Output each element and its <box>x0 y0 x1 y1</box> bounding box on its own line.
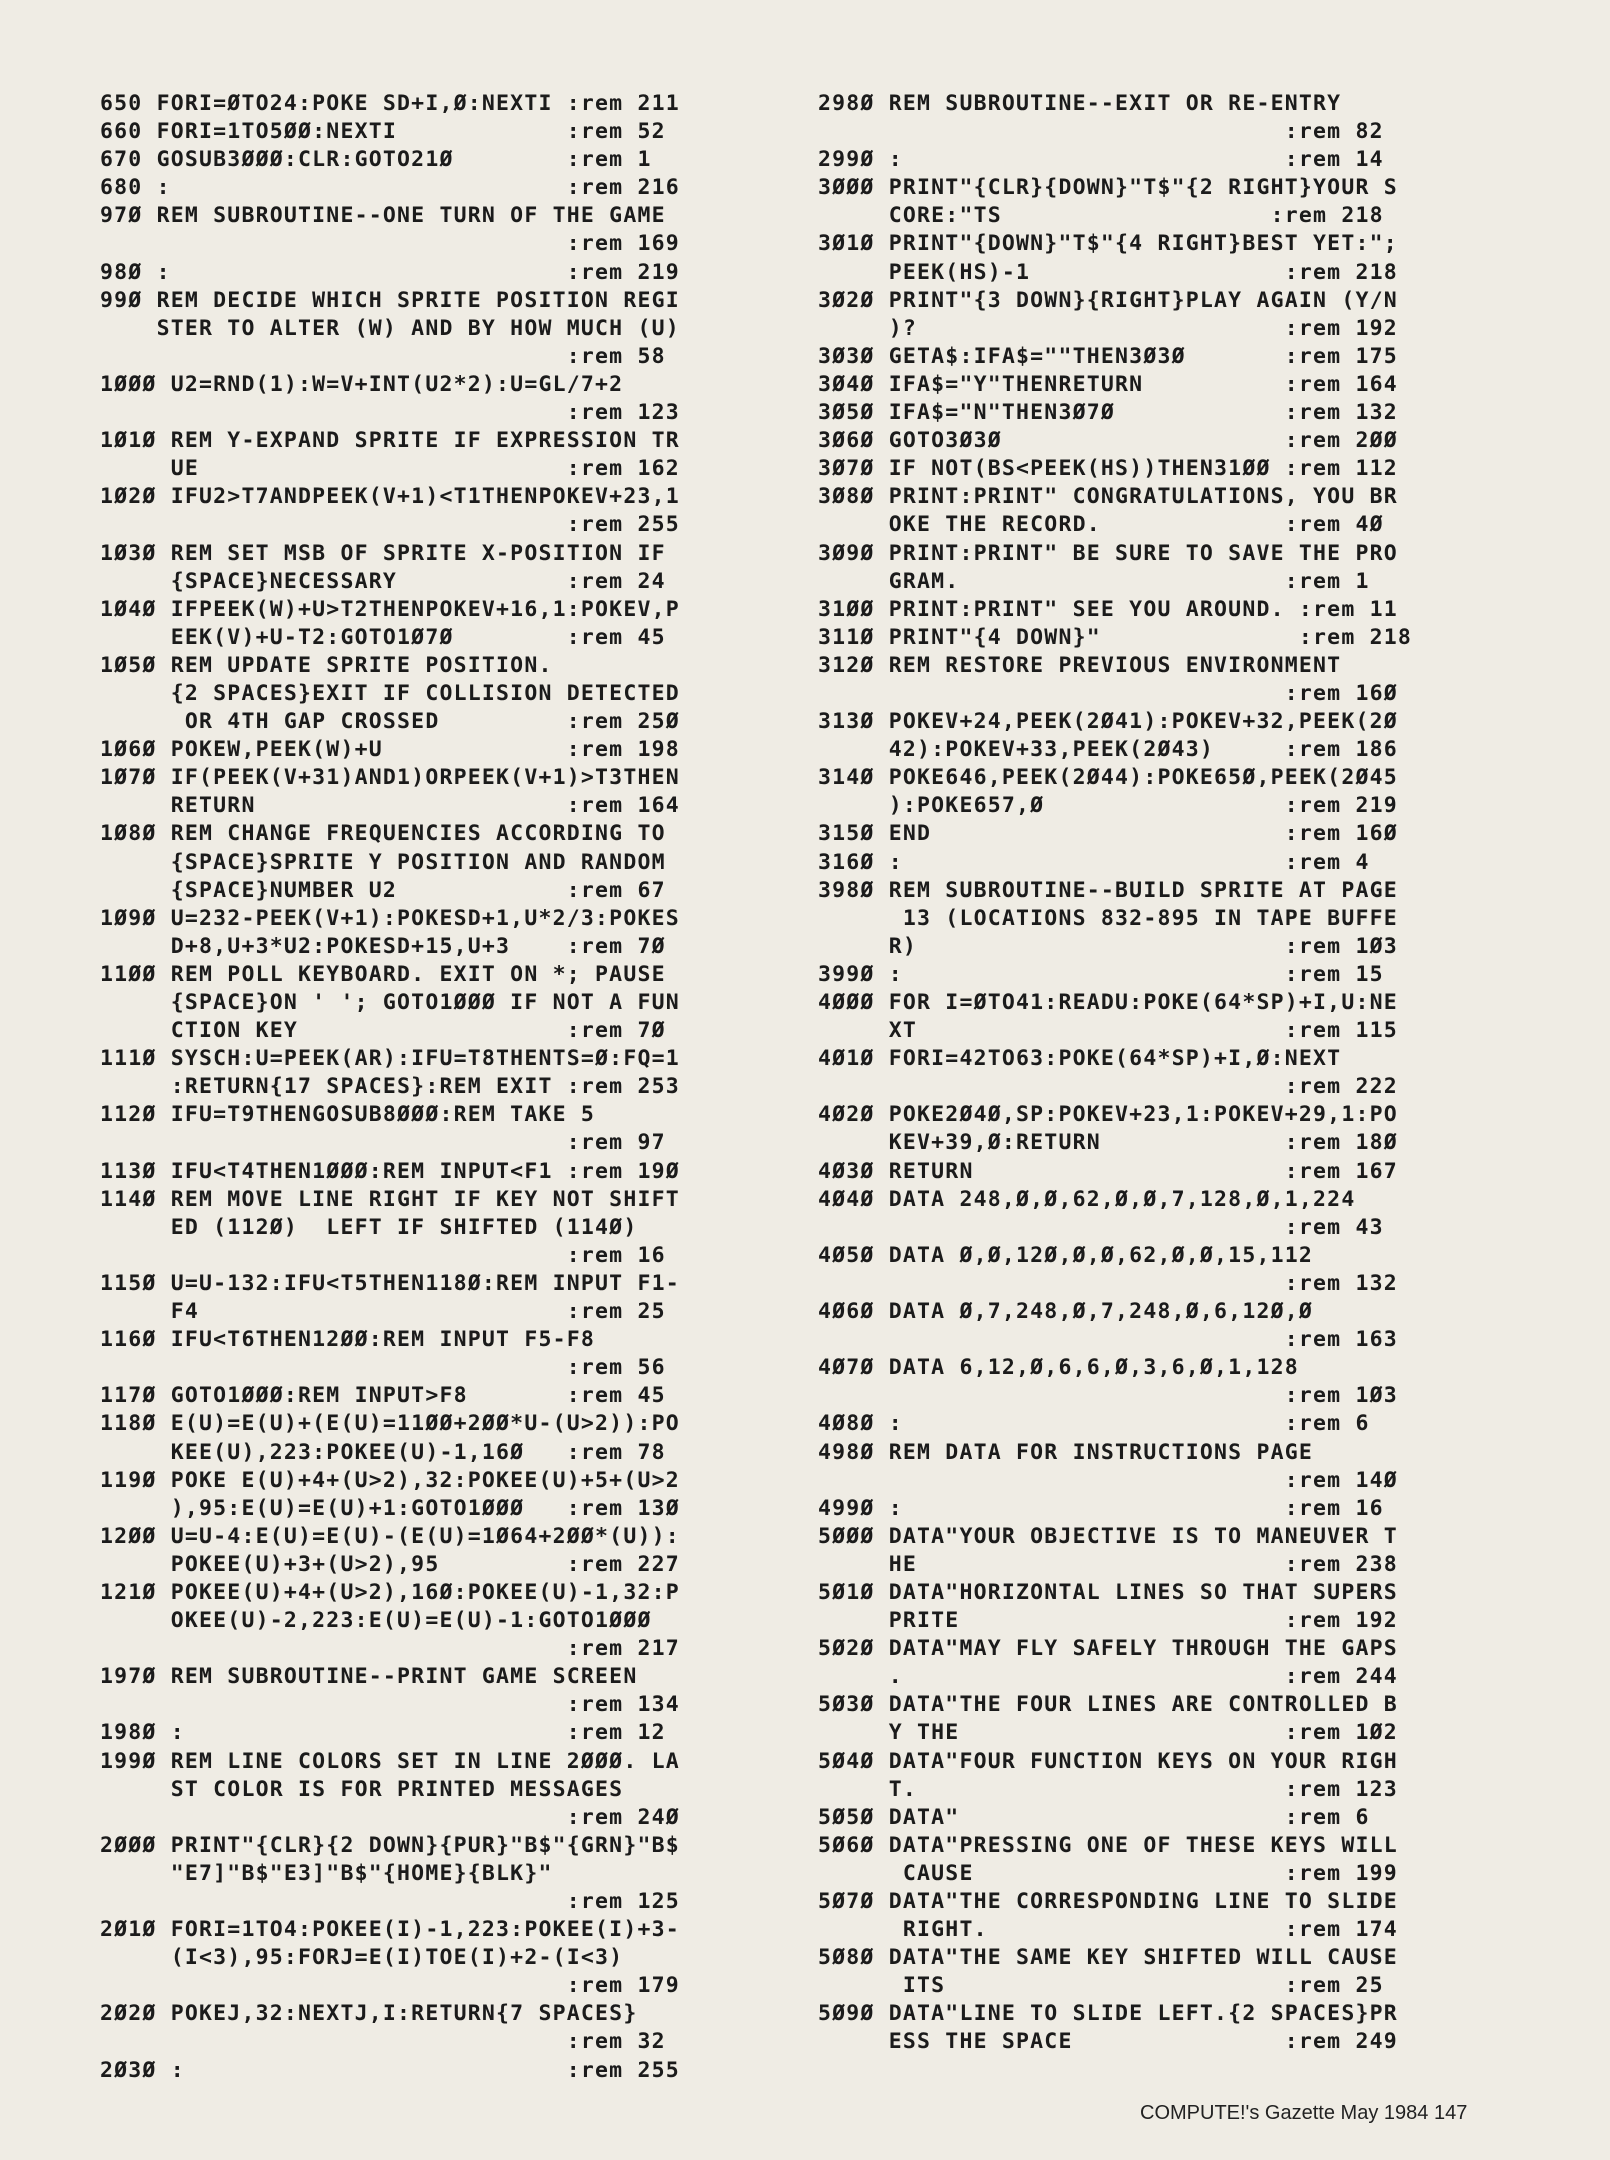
code-line: 498Ø REM DATA FOR INSTRUCTIONS PAGE <box>818 1439 1314 1465</box>
code-line: 112Ø IFU=T9THENGOSUB8ØØØ:REM TAKE 5 <box>100 1102 596 1128</box>
code-line: 118Ø E(U)=E(U)+(E(U)=11ØØ+2ØØ*U-(U>2)):PO <box>100 1411 680 1437</box>
code-line: 1Ø2Ø IFU2>T7ANDPEEK(V+1)<T1THENPOKEV+23,1 <box>100 484 680 510</box>
code-line: ),95:E(U)=E(U)+1:GOTO1ØØØ :rem 13Ø <box>100 1495 680 1521</box>
code-line: :rem 82 <box>818 119 1384 145</box>
code-line: 5Ø8Ø DATA"THE SAME KEY SHIFTED WILL CAUSE <box>818 1945 1398 1971</box>
footer-issue: May 1984 <box>1340 2102 1429 2124</box>
code-line: 314Ø POKE646,PEEK(2Ø44):POKE65Ø,PEEK(2Ø45 <box>818 765 1398 791</box>
code-line: 4Ø3Ø RETURN :rem 167 <box>818 1158 1398 1184</box>
code-line: :RETURN{17 SPACES}:REM EXIT :rem 253 <box>100 1074 680 1100</box>
code-line: GRAM. :rem 1 <box>818 568 1370 594</box>
footer-page-number: 147 <box>1433 2102 1468 2124</box>
page-footer <box>1140 2102 1467 2125</box>
code-line: 398Ø REM SUBROUTINE--BUILD SPRITE AT PAGE <box>818 877 1398 903</box>
code-line: EEK(V)+U-T2:GOTO1Ø7Ø :rem 45 <box>100 624 666 650</box>
code-line: D+8,U+3*U2:POKESD+15,U+3 :rem 7Ø <box>100 933 666 959</box>
code-line: ):POKE657,Ø :rem 219 <box>818 793 1398 819</box>
code-line: :rem 24Ø <box>100 1804 680 1830</box>
code-line: 312Ø REM RESTORE PREVIOUS ENVIRONMENT <box>818 652 1342 678</box>
code-line: XT :rem 115 <box>818 1018 1398 1044</box>
code-line: {SPACE}NUMBER U2 :rem 67 <box>100 877 666 903</box>
code-line: {SPACE}SPRITE Y POSITION AND RANDOM <box>100 849 666 875</box>
code-line: 99Ø REM DECIDE WHICH SPRITE POSITION REGI <box>100 287 680 313</box>
code-line: (I<3),95:FORJ=E(I)TOE(I)+2-(I<3) <box>100 1945 624 1971</box>
code-line: 298Ø REM SUBROUTINE--EXIT OR RE-ENTRY <box>818 91 1342 116</box>
code-line: 114Ø REM MOVE LINE RIGHT IF KEY NOT SHIFT <box>100 1186 680 1212</box>
code-line: 4Ø5Ø DATA Ø,Ø,12Ø,Ø,Ø,62,Ø,Ø,15,112 <box>818 1242 1314 1268</box>
code-line: 680 : :rem 216 <box>100 175 680 201</box>
code-line: 12ØØ U=U-4:E(U)=E(U)-(E(U)=1Ø64+2ØØ*(U)): <box>100 1523 680 1549</box>
code-line: :rem 16Ø <box>818 680 1398 706</box>
code-line: 1Ø3Ø REM SET MSB OF SPRITE X-POSITION IF <box>100 540 666 566</box>
code-line: 4Ø4Ø DATA 248,Ø,Ø,62,Ø,Ø,7,128,Ø,1,224 <box>818 1186 1356 1212</box>
code-line: 116Ø IFU<T6THEN12ØØ:REM INPUT F5-F8 <box>100 1327 596 1353</box>
code-line: 3Ø1Ø PRINT"{DOWN}"T$"{4 RIGHT}BEST YET:"; <box>818 231 1398 257</box>
code-line: :rem 14Ø <box>818 1467 1398 1493</box>
code-line: 650 FORI=ØTO24:POKE SD+I,Ø:NEXTI :rem 211 <box>100 91 680 116</box>
code-line: CAUSE :rem 199 <box>818 1860 1398 1886</box>
code-line: 316Ø : :rem 4 <box>818 849 1370 875</box>
code-line: )? :rem 192 <box>818 315 1398 341</box>
code-line: 1Ø8Ø REM CHANGE FREQUENCIES ACCORDING TO <box>100 821 666 847</box>
code-line: 313Ø POKEV+24,PEEK(2Ø41):POKEV+32,PEEK(2Ø <box>818 709 1398 735</box>
code-line: 3Ø8Ø PRINT:PRINT" CONGRATULATIONS, YOU BR <box>818 484 1398 510</box>
code-line: 2Ø2Ø POKEJ,32:NEXTJ,I:RETURN{7 SPACES} <box>100 2001 638 2027</box>
code-line: 5Ø5Ø DATA" :rem 6 <box>818 1804 1370 1830</box>
code-line: 5Ø3Ø DATA"THE FOUR LINES ARE CONTROLLED B <box>818 1692 1398 1718</box>
code-line: PRITE :rem 192 <box>818 1608 1398 1634</box>
code-line: 3Ø6Ø GOTO3Ø3Ø :rem 2ØØ <box>818 428 1398 454</box>
code-line: HE :rem 238 <box>818 1551 1398 1577</box>
code-line: :rem 16 <box>100 1242 666 1268</box>
code-line: 315Ø END :rem 16Ø <box>818 821 1398 847</box>
code-line: :rem 32 <box>100 2029 666 2055</box>
code-line: 5Ø6Ø DATA"PRESSING ONE OF THESE KEYS WILL <box>818 1832 1398 1858</box>
code-line: 11ØØ REM POLL KEYBOARD. EXIT ON *; PAUSE <box>100 961 666 987</box>
code-line: 499Ø : :rem 16 <box>818 1495 1384 1521</box>
code-line: 1Ø5Ø REM UPDATE SPRITE POSITION. <box>100 652 553 678</box>
code-line: 3Ø7Ø IF NOT(BS<PEEK(HS))THEN31ØØ :rem 112 <box>818 456 1398 482</box>
code-line: :rem 134 <box>100 1692 680 1718</box>
code-line: :rem 43 <box>818 1214 1384 1240</box>
code-line: :rem 123 <box>100 400 680 426</box>
code-line: KEE(U),223:POKEE(U)-1,16Ø :rem 78 <box>100 1439 666 1465</box>
code-line: 5ØØØ DATA"YOUR OBJECTIVE IS TO MANEUVER T <box>818 1523 1398 1549</box>
code-line: {SPACE}NECESSARY :rem 24 <box>100 568 666 594</box>
code-line: {SPACE}ON ' '; GOTO1ØØØ IF NOT A FUN <box>100 990 680 1015</box>
code-line: 1Ø7Ø IF(PEEK(V+31)AND1)ORPEEK(V+1)>T3THEN <box>100 765 680 791</box>
code-line: 117Ø GOTO1ØØØ:REM INPUT>F8 :rem 45 <box>100 1383 666 1409</box>
code-line: RIGHT. :rem 174 <box>818 1917 1398 1943</box>
code-line: :rem 169 <box>100 231 680 257</box>
code-line: "E7]"B$"E3]"B$"{HOME}{BLK}" <box>100 1860 553 1886</box>
code-line: . :rem 244 <box>818 1664 1398 1690</box>
code-line: 121Ø POKEE(U)+4+(U>2),16Ø:POKEE(U)-1,32:P <box>100 1579 680 1605</box>
code-line: :rem 56 <box>100 1355 666 1381</box>
code-line: 3Ø5Ø IFA$="N"THEN3Ø7Ø :rem 132 <box>818 400 1398 426</box>
code-line: 119Ø POKE E(U)+4+(U>2),32:POKEE(U)+5+(U>2 <box>100 1467 680 1493</box>
code-line: R) :rem 1Ø3 <box>818 933 1398 959</box>
code-line: ST COLOR IS FOR PRINTED MESSAGES <box>100 1776 624 1802</box>
code-line: RETURN :rem 164 <box>100 793 680 819</box>
code-line: 4ØØØ FOR I=ØTO41:READU:POKE(64*SP)+I,U:NE <box>818 990 1398 1015</box>
left-code-column <box>100 90 800 2085</box>
right-code-column <box>818 90 1508 2057</box>
code-line: ED (112Ø) LEFT IF SHIFTED (114Ø) <box>100 1214 638 1240</box>
code-line: :rem 97 <box>100 1130 666 1156</box>
code-line: 97Ø REM SUBROUTINE--ONE TURN OF THE GAME <box>100 203 666 229</box>
code-line: 1ØØØ U2=RND(1):W=V+INT(U2*2):U=GL/7+2 <box>100 371 624 397</box>
code-line: 4Ø8Ø : :rem 6 <box>818 1411 1370 1437</box>
footer-publication: COMPUTE!'s Gazette <box>1140 2102 1335 2124</box>
code-line: 399Ø : :rem 15 <box>818 961 1384 987</box>
code-line: 1Ø6Ø POKEW,PEEK(W)+U :rem 198 <box>100 737 680 763</box>
code-line: 13 (LOCATIONS 832-895 IN TAPE BUFFE <box>818 905 1398 931</box>
code-line: 111Ø SYSCH:U=PEEK(AR):IFU=T8THENTS=Ø:FQ=1 <box>100 1046 680 1072</box>
code-line: F4 :rem 25 <box>100 1299 666 1325</box>
code-line: 2ØØØ PRINT"{CLR}{2 DOWN}{PUR}"B$"{GRN}"B$ <box>100 1832 680 1858</box>
code-line: 3Ø9Ø PRINT:PRINT" BE SURE TO SAVE THE PRO <box>818 540 1398 566</box>
code-line: 199Ø REM LINE COLORS SET IN LINE 2ØØØ. LA <box>100 1748 680 1774</box>
code-line: 42):POKEV+33,PEEK(2Ø43) :rem 186 <box>818 737 1398 763</box>
code-line: :rem 222 <box>818 1074 1398 1100</box>
code-line: 98Ø : :rem 219 <box>100 259 680 285</box>
code-line: 311Ø PRINT"{4 DOWN}" :rem 218 <box>818 624 1413 650</box>
code-line: 3Ø3Ø GETA$:IFA$=""THEN3Ø3Ø :rem 175 <box>818 343 1398 369</box>
code-line: 670 GOSUB3ØØØ:CLR:GOTO21Ø :rem 1 <box>100 147 652 173</box>
code-line: 31ØØ PRINT:PRINT" SEE YOU AROUND. :rem 11 <box>818 596 1398 622</box>
code-line: T. :rem 123 <box>818 1776 1398 1802</box>
code-line: 3ØØØ PRINT"{CLR}{DOWN}"T$"{2 RIGHT}YOUR S <box>818 175 1398 201</box>
code-line: 4Ø1Ø FORI=42TO63:POKE(64*SP)+I,Ø:NEXT <box>818 1046 1342 1072</box>
code-line: :rem 1Ø3 <box>818 1383 1398 1409</box>
code-line: 3Ø4Ø IFA$="Y"THENRETURN :rem 164 <box>818 371 1398 397</box>
code-line: 115Ø U=U-132:IFU<T5THEN118Ø:REM INPUT F1- <box>100 1270 680 1296</box>
code-line: STER TO ALTER (W) AND BY HOW MUCH (U) <box>100 315 680 341</box>
code-line: 2Ø3Ø : :rem 255 <box>100 2057 680 2083</box>
code-line: Y THE :rem 1Ø2 <box>818 1720 1398 1746</box>
code-line: 5Ø2Ø DATA"MAY FLY SAFELY THROUGH THE GAPS <box>818 1636 1398 1662</box>
code-line: 2Ø1Ø FORI=1TO4:POKEE(I)-1,223:POKEE(I)+3- <box>100 1917 680 1943</box>
code-line: 3Ø2Ø PRINT"{3 DOWN}{RIGHT}PLAY AGAIN (Y/N <box>818 287 1398 313</box>
code-line: ESS THE SPACE :rem 249 <box>818 2029 1398 2055</box>
code-line: CORE:"TS :rem 218 <box>818 203 1384 229</box>
code-line: 1Ø1Ø REM Y-EXPAND SPRITE IF EXPRESSION TR <box>100 428 680 454</box>
code-line: 5Ø4Ø DATA"FOUR FUNCTION KEYS ON YOUR RIGH <box>818 1748 1398 1774</box>
code-line: 4Ø7Ø DATA 6,12,Ø,6,6,Ø,3,6,Ø,1,128 <box>818 1355 1299 1381</box>
code-line: :rem 132 <box>818 1270 1398 1296</box>
code-line: 5Ø9Ø DATA"LINE TO SLIDE LEFT.{2 SPACES}PR <box>818 2001 1398 2027</box>
code-line: OKE THE RECORD. :rem 4Ø <box>818 512 1384 538</box>
code-line: 299Ø : :rem 14 <box>818 147 1384 173</box>
code-line: :rem 255 <box>100 512 680 538</box>
code-line: OKEE(U)-2,223:E(U)=E(U)-1:GOTO1ØØØ <box>100 1608 652 1634</box>
code-line: :rem 217 <box>100 1636 680 1662</box>
code-line: 5Ø7Ø DATA"THE CORRESPONDING LINE TO SLIDE <box>818 1889 1398 1914</box>
code-line: UE :rem 162 <box>100 456 680 482</box>
code-line: OR 4TH GAP CROSSED :rem 25Ø <box>100 709 680 735</box>
code-line: 4Ø2Ø POKE2Ø4Ø,SP:POKEV+23,1:POKEV+29,1:PO <box>818 1102 1398 1128</box>
code-line: 1Ø9Ø U=232-PEEK(V+1):POKESD+1,U*2/3:POKES <box>100 905 680 931</box>
code-line: :rem 179 <box>100 1973 680 1999</box>
code-line: PEEK(HS)-1 :rem 218 <box>818 259 1398 285</box>
code-line: CTION KEY :rem 7Ø <box>100 1018 666 1044</box>
code-line: 5Ø1Ø DATA"HORIZONTAL LINES SO THAT SUPERS <box>818 1579 1398 1605</box>
code-line: KEV+39,Ø:RETURN :rem 18Ø <box>818 1130 1398 1156</box>
code-line: 4Ø6Ø DATA Ø,7,248,Ø,7,248,Ø,6,12Ø,Ø <box>818 1299 1314 1325</box>
code-line: :rem 163 <box>818 1327 1398 1353</box>
code-line: :rem 125 <box>100 1889 680 1914</box>
code-line: :rem 58 <box>100 343 666 369</box>
code-line: 1Ø4Ø IFPEEK(W)+U>T2THENPOKEV+16,1:POKEV,P <box>100 596 680 622</box>
code-line: 198Ø : :rem 12 <box>100 1720 666 1746</box>
code-line: 113Ø IFU<T4THEN1ØØØ:REM INPUT<F1 :rem 19Ø <box>100 1158 680 1184</box>
code-line: {2 SPACES}EXIT IF COLLISION DETECTED <box>100 680 680 706</box>
code-line: POKEE(U)+3+(U>2),95 :rem 227 <box>100 1551 680 1577</box>
code-line: ITS :rem 25 <box>818 1973 1384 1999</box>
code-line: 660 FORI=1TO5ØØ:NEXTI :rem 52 <box>100 119 666 145</box>
code-line: 197Ø REM SUBROUTINE--PRINT GAME SCREEN <box>100 1664 638 1690</box>
